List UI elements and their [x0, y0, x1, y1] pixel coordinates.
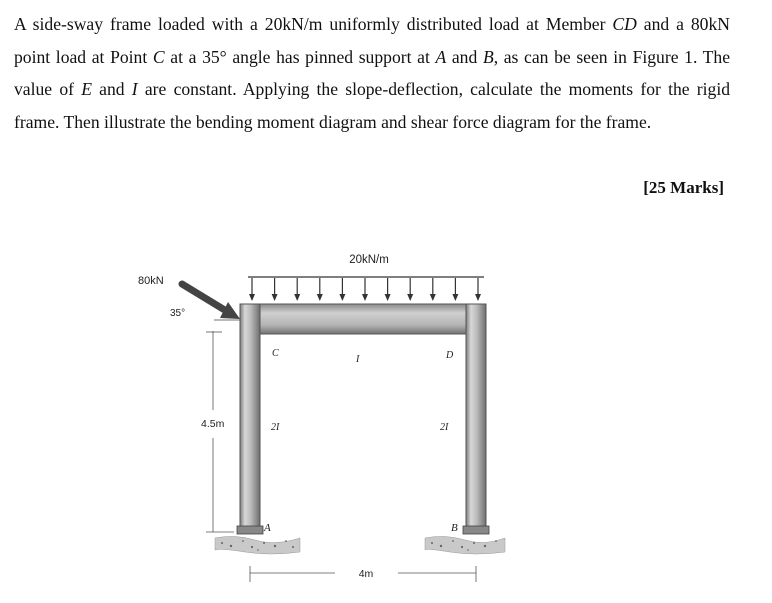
question-text-segment: are constant. Applying the slope-deflection, calculate the moments for the rigid frame. Then illustrate the bending moment diagram and shear force diagram for the frame. — [14, 79, 731, 132]
question-text-segment: and — [91, 79, 132, 99]
load-arrow-head — [452, 294, 458, 301]
load-arrow-head — [294, 294, 300, 301]
point-load-label: 80kN — [138, 275, 164, 287]
node-c-label: C — [272, 348, 279, 359]
span-label: 4m — [358, 568, 374, 580]
height-label: 4.5m — [201, 418, 225, 430]
question-text-segment: A side-sway frame loaded with a 20kN/m uniformly distributed load at Member — [14, 14, 613, 34]
right-column-inertia-label: 2I — [440, 422, 449, 433]
support-a — [215, 526, 300, 554]
load-arrow-head — [362, 294, 368, 301]
question-text-segment: , as can be seen in Figure 1. The value of — [14, 46, 731, 99]
question-variable: CD — [612, 14, 637, 34]
load-arrow-head — [385, 294, 391, 301]
beam-inertia-label: I — [356, 354, 360, 365]
question-text-segment: at a 35° angle has pinned support at — [164, 46, 436, 67]
question-variable: E — [81, 79, 92, 99]
distributed-load — [248, 277, 484, 301]
support-b — [425, 526, 505, 554]
load-arrow-head — [430, 294, 436, 301]
load-arrow-head — [249, 294, 255, 301]
load-arrow-head — [272, 294, 278, 301]
beam-cd — [240, 304, 486, 334]
question-text-segment: and — [446, 46, 483, 67]
node-a-label: A — [264, 522, 271, 534]
node-b-label: B — [451, 522, 458, 534]
load-arrow-head — [475, 294, 481, 301]
height-dimension — [206, 331, 234, 532]
marks-label: [25 Marks] — [643, 178, 724, 197]
question-variable: C — [152, 46, 165, 67]
question-variable: B — [482, 46, 494, 67]
column-bd — [466, 304, 486, 532]
node-d-label: D — [446, 350, 454, 361]
load-arrow-head — [339, 294, 345, 301]
column-ac — [240, 304, 260, 532]
question-variable: I — [131, 79, 138, 99]
load-arrow-head — [317, 294, 323, 301]
angle-label: 35° — [170, 308, 186, 319]
left-column-inertia-label: 2I — [271, 422, 280, 433]
question-variable: A — [435, 46, 447, 67]
distributed-load-label: 20kN/m — [349, 254, 389, 266]
point-load-arrow — [182, 284, 240, 319]
question-text-segment: and a 80kN point load at Point — [14, 14, 730, 67]
load-arrow-head — [407, 294, 413, 301]
